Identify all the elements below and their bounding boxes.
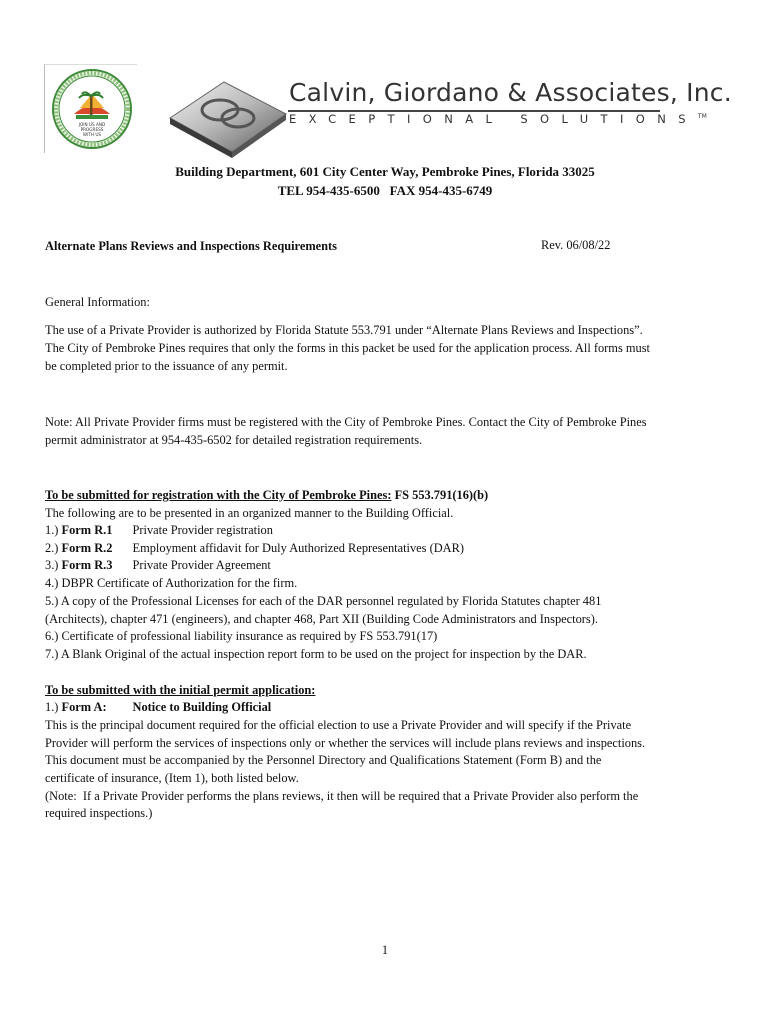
- form-a-description-line: Provider will perform the services of inspections only or whether the services will include plans reviews and inspections.: [45, 736, 646, 750]
- form-a-note-line: required inspections.): [45, 806, 153, 820]
- note-line: permit administrator at 954-435-6502 for detailed registration requirements.: [45, 433, 423, 447]
- document-title: Alternate Plans Reviews and Inspections Requirements: [45, 239, 337, 253]
- general-paragraph-line: The City of Pembroke Pines requires that only the forms in this packet be used for the application process. All forms must: [45, 341, 650, 355]
- company-tagline: EXCEPTIONAL SOLUTIONS™: [289, 112, 707, 126]
- registration-item: 2.) Form R.2 Employment affidavit for Duly Authorized Representatives (DAR): [45, 541, 465, 555]
- registration-intro: The following are to be presented in an organized manner to the Building Official.: [45, 506, 454, 520]
- general-paragraph-line: be completed prior to the issuance of any permit.: [45, 359, 288, 373]
- contact-line: TEL 954-435-6500 FAX 954-435-6749: [277, 183, 493, 198]
- svg-text:JOIN US AND: JOIN US AND: [78, 122, 106, 127]
- general-paragraph-line: The use of a Private Provider is authorized by Florida Statute 553.791 under “Alternate Plans Reviews and Inspections”.: [45, 323, 643, 337]
- form-a-note-line: (Note: If a Private Provider performs the plans reviews, it then will be required that a Private Provider also perform the: [45, 789, 639, 803]
- registration-item-continued: (Architects), chapter 471 (engineers), and chapter 468, Part XII (Building Code Administrators and Inspectors).: [45, 612, 598, 626]
- registration-heading-text: To be submitted for registration with the City of Pembroke Pines:: [45, 488, 392, 502]
- form-a-description-line: certificate of insurance, (Item 1), both listed below.: [45, 771, 299, 785]
- revision-date: Rev. 06/08/22: [541, 238, 611, 252]
- address-line: Building Department, 601 City Center Way, Pembroke Pines, Florida 33025: [175, 164, 595, 179]
- registration-item: 7.) A Blank Original of the actual inspection report form to be used on the project for inspection by the DAR.: [45, 647, 587, 661]
- registration-item: 4.) DBPR Certificate of Authorization for the firm.: [45, 576, 298, 590]
- svg-text:WITH US: WITH US: [82, 132, 102, 137]
- registration-item: 5.) A copy of the Professional Licenses for each of the DAR personnel regulated by Florida Statutes chapter 481: [45, 594, 602, 608]
- registration-statute: FS 553.791(16)(b): [391, 488, 489, 502]
- city-seal-logo: [50, 68, 134, 150]
- initial-heading: To be submitted with the initial permit application:: [45, 683, 316, 697]
- form-a-description-line: This document must be accompanied by the Personnel Directory and Qualifications Statement (Form B) and the: [45, 753, 602, 767]
- form-a-item: 1.) Form A: Notice to Building Official: [45, 700, 272, 714]
- svg-text:PROGRESS: PROGRESS: [80, 127, 104, 132]
- note-line: Note: All Private Provider firms must be registered with the City of Pembroke Pines. Contact the City of Pembroke Pines: [45, 415, 647, 429]
- registration-item: 3.) Form R.3 Private Provider Agreement: [45, 558, 271, 572]
- general-heading: General Information:: [45, 295, 150, 309]
- company-name: Calvin, Giordano & Associates, Inc.: [289, 78, 732, 107]
- cga-logo-mark: [162, 72, 292, 158]
- registration-item: 1.) Form R.1 Private Provider registration: [45, 523, 273, 537]
- page-number: 1: [381, 943, 389, 957]
- registration-item: 6.) Certificate of professional liability insurance as required by FS 553.791(17): [45, 629, 438, 643]
- registration-heading: [45, 487, 488, 505]
- form-a-description-line: This is the principal document required for the official election to use a Private Provider and will specify if the Private: [45, 718, 632, 732]
